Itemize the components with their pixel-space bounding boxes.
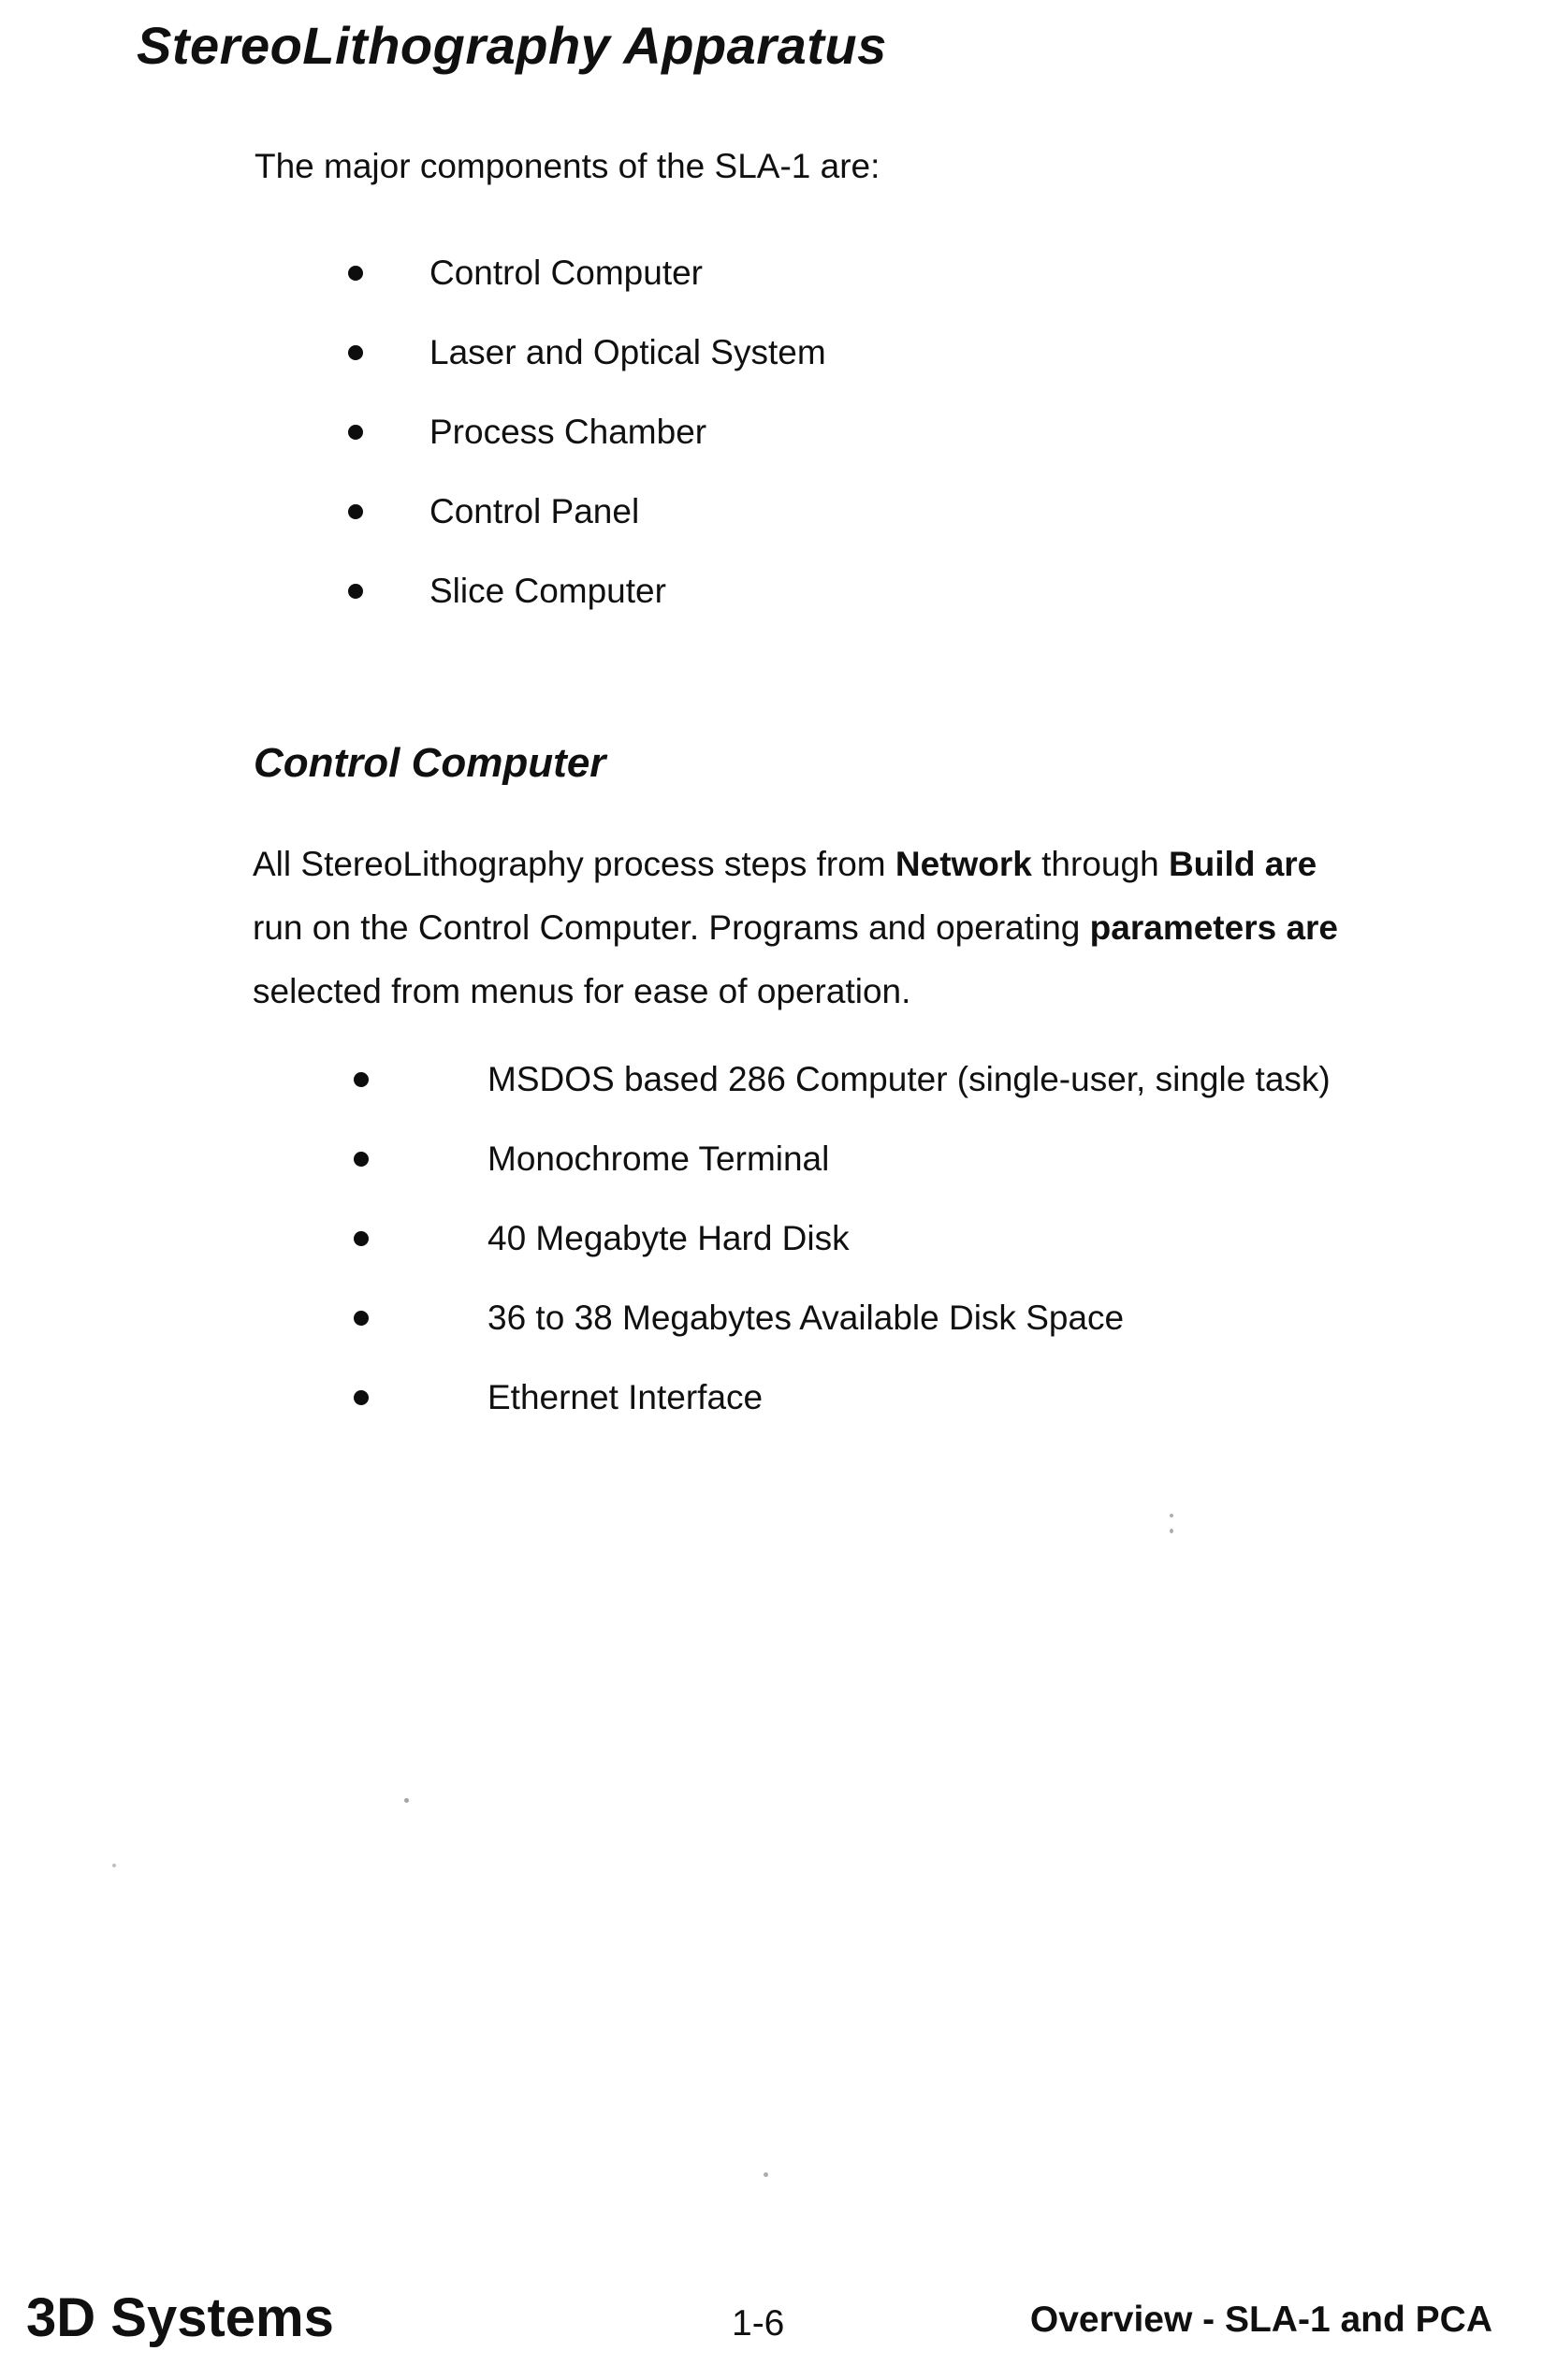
paragraph-bold-text: Build are: [1168, 845, 1317, 883]
list-item-label: 36 to 38 Megabytes Available Disk Space: [487, 1299, 1125, 1337]
intro-text: The major components of the SLA-1 are:: [255, 147, 880, 185]
list-item: [348, 410, 826, 455]
list-item: [354, 1216, 1331, 1261]
list-item: [348, 489, 826, 534]
bullet-icon: [354, 1311, 369, 1326]
list-item: [348, 330, 826, 375]
list-item-label: Laser and Optical System: [429, 333, 826, 371]
list-item-label: Ethernet Interface: [487, 1378, 764, 1416]
footer-chapter: Overview - SLA-1 and PCA: [1029, 2300, 1492, 2340]
paragraph-line: [253, 833, 1544, 896]
bullet-icon: [354, 1072, 369, 1087]
list-item: [354, 1375, 1331, 1420]
list-item: [348, 569, 826, 614]
list-item: [354, 1137, 1331, 1182]
paragraph-bold-text: parameters are: [1089, 908, 1339, 947]
bullet-icon: [348, 266, 363, 281]
brand-logo-text: 3D Systems: [26, 2287, 334, 2348]
bullet-icon: [348, 425, 363, 440]
list-item-label: Monochrome Terminal: [487, 1139, 830, 1178]
features-list: [354, 1057, 1331, 1455]
scan-artifact: [112, 1864, 116, 1867]
bullet-icon: [354, 1390, 369, 1405]
paragraph-text: selected from menus for ease of operation.: [253, 972, 911, 1010]
list-item: [348, 251, 826, 296]
bullet-icon: [348, 504, 363, 519]
list-item-label: 40 Megabyte Hard Disk: [487, 1219, 850, 1257]
paragraph-text: run on the Control Computer. Programs and operating: [253, 908, 1090, 947]
paragraph-line: [253, 896, 1544, 960]
scan-artifact: [1170, 1514, 1173, 1517]
list-item: [354, 1057, 1331, 1102]
list-item-label: Process Chamber: [429, 413, 707, 451]
bullet-icon: [348, 584, 363, 599]
page-number: 1-6: [732, 2303, 785, 2344]
scan-artifact: [1170, 1529, 1173, 1533]
section-paragraph: [253, 833, 1544, 1023]
components-list: [348, 251, 826, 648]
bullet-icon: [348, 345, 363, 360]
scan-artifact: [404, 1798, 409, 1803]
section-heading: Control Computer: [254, 740, 606, 786]
paragraph-text: through: [1031, 845, 1169, 883]
paragraph-text: All StereoLithography process steps from: [253, 845, 895, 883]
list-item: [354, 1296, 1331, 1341]
page-title: StereoLithography Apparatus: [137, 16, 887, 75]
paragraph-line: [253, 960, 1544, 1023]
paragraph-bold-text: Network: [895, 845, 1032, 883]
list-item-label: Control Computer: [429, 254, 704, 292]
list-item-label: Slice Computer: [429, 572, 666, 610]
list-item-label: Control Panel: [429, 492, 640, 530]
bullet-icon: [354, 1152, 369, 1167]
scan-artifact: [764, 2172, 768, 2177]
list-item-label: MSDOS based 286 Computer (single-user, single task): [487, 1060, 1331, 1098]
bullet-icon: [354, 1231, 369, 1246]
